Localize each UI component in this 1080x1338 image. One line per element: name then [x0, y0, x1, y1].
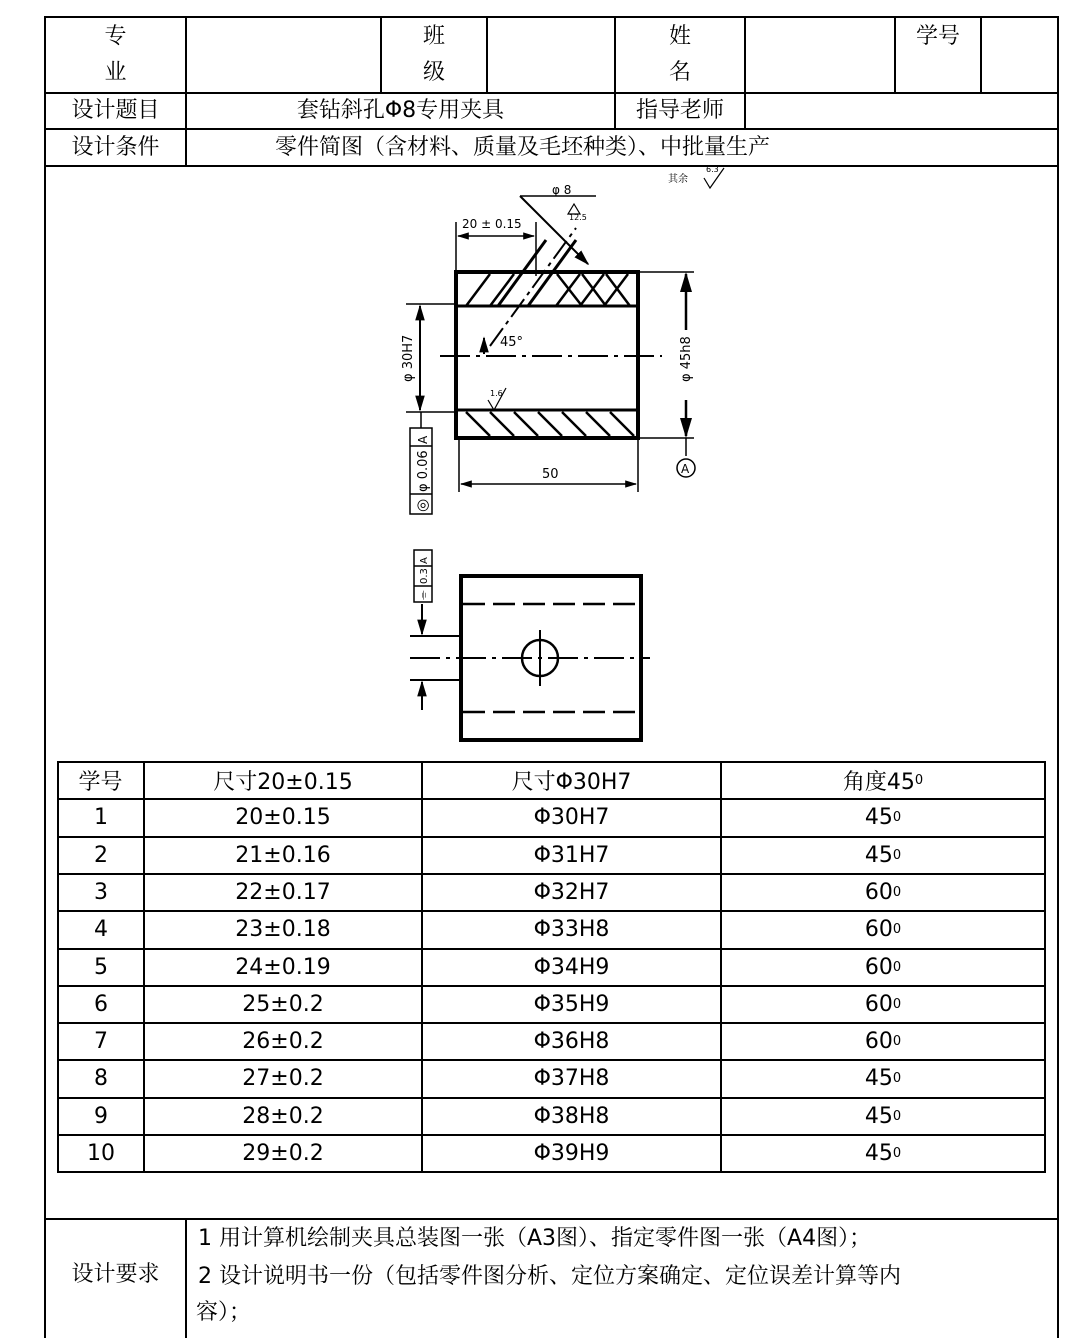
hole-dia-label: φ 8 — [552, 183, 572, 197]
coaxiality-datum: A — [416, 435, 430, 444]
param-cell-dim: 22±0.17 — [235, 879, 331, 905]
param-cell-dim: 27±0.2 — [242, 1065, 324, 1091]
param-cell-dia: Φ35H9 — [533, 991, 610, 1017]
param-cell-id: 6 — [94, 991, 108, 1017]
others-note: 其余 — [668, 174, 688, 185]
param-cell-dia: Φ37H8 — [533, 1065, 610, 1091]
angle-label: 45° — [500, 335, 524, 350]
class-label-top: 班 — [422, 24, 445, 49]
symmetry-value: 0.3 — [419, 568, 430, 584]
dim-20-label: 20 ± 0.15 — [462, 217, 522, 231]
param-cell-dim: 28±0.2 — [242, 1103, 324, 1129]
param-cell-angle: 45 0 — [864, 1140, 902, 1166]
param-header-id: 学号 — [78, 769, 123, 795]
class-label-bottom: 级 — [422, 60, 445, 85]
symmetry-symbol: ⌯ — [416, 590, 430, 600]
requirement-line-2: 2 设计说明书一份（包括零件图分析、定位方案确定、定位误差计算等内 — [198, 1264, 901, 1289]
param-cell-angle: 45 0 — [864, 804, 902, 830]
requirements-label: 设计要求 — [71, 1262, 160, 1287]
param-cell-angle: 60 0 — [864, 1028, 902, 1054]
major-label-top: 专 — [104, 24, 127, 49]
coaxiality-symbol: ◎ — [413, 498, 431, 512]
conditions-value: 零件简图（含材料、质量及毛坯种类）、中批量生产 — [275, 134, 771, 160]
front-view — [406, 168, 724, 514]
param-cell-id: 4 — [94, 916, 108, 942]
param-cell-angle: 60 0 — [864, 991, 902, 1017]
param-cell-angle: 60 0 — [864, 916, 902, 942]
param-cell-angle: 45 0 — [864, 1065, 902, 1091]
param-header-dim: 尺寸20±0.15 — [213, 769, 353, 795]
param-cell-dim: 21±0.16 — [235, 842, 331, 868]
requirement-line-3: 容）； — [196, 1300, 252, 1325]
param-cell-angle: 45 0 — [864, 1103, 902, 1129]
symmetry-datum: A — [419, 557, 430, 564]
param-cell-dia: Φ38H8 — [533, 1103, 610, 1129]
param-cell-dia: Φ33H8 — [533, 916, 610, 942]
conditions-label: 设计条件 — [71, 134, 160, 160]
topic-value: 套钻斜孔Φ8专用夹具 — [296, 98, 505, 123]
major-label-bottom: 业 — [104, 60, 127, 85]
param-cell-id: 9 — [94, 1103, 108, 1129]
param-cell-id: 10 — [87, 1140, 115, 1166]
datum-label: A — [681, 462, 690, 476]
length-label: 50 — [542, 467, 559, 482]
param-cell-dia: Φ30H7 — [533, 804, 610, 830]
bore-label: φ 30H7 — [401, 334, 416, 382]
topic-label: 设计题目 — [71, 98, 160, 123]
param-header-angle: 角度45 0 — [842, 769, 924, 795]
param-cell-dim: 25±0.2 — [242, 991, 324, 1017]
param-cell-dia: Φ39H9 — [533, 1140, 610, 1166]
requirement-line-1: 1 用计算机绘制夹具总装图一张（A3图）、指定零件图一张（A4图）； — [198, 1226, 872, 1251]
param-header-dia: 尺寸Φ30H7 — [511, 769, 632, 795]
param-cell-dim: 26±0.2 — [242, 1028, 324, 1054]
param-cell-dia: Φ36H8 — [533, 1028, 610, 1054]
coaxiality-value: φ 0.06 — [416, 450, 431, 492]
param-cell-id: 2 — [94, 842, 108, 868]
param-cell-dia: Φ31H7 — [533, 842, 610, 868]
param-cell-id: 5 — [94, 954, 108, 980]
side-view — [410, 550, 650, 740]
param-cell-angle: 45 0 — [864, 842, 902, 868]
student-id-label: 学号 — [915, 24, 960, 49]
advisor-label: 指导老师 — [635, 98, 724, 123]
param-cell-dim: 20±0.15 — [235, 804, 331, 830]
param-cell-dia: Φ32H7 — [533, 879, 610, 905]
param-cell-id: 1 — [94, 804, 108, 830]
param-cell-dim: 29±0.2 — [242, 1140, 324, 1166]
roughness-bore: 1.6 — [490, 389, 503, 398]
param-cell-id: 3 — [94, 879, 108, 905]
param-cell-dim: 24±0.19 — [235, 954, 331, 980]
param-cell-dim: 23±0.18 — [235, 916, 331, 942]
roughness-hole: 12.5 — [569, 213, 587, 222]
param-cell-dia: Φ34H9 — [533, 954, 610, 980]
others-roughness: 6.3 — [706, 165, 719, 174]
outer-label: φ 45h8 — [679, 336, 694, 382]
param-cell-id: 7 — [94, 1028, 108, 1054]
name-label-top: 姓 — [668, 24, 691, 49]
name-label-bottom: 名 — [668, 60, 691, 85]
param-cell-angle: 60 0 — [864, 879, 902, 905]
param-cell-angle: 60 0 — [864, 954, 902, 980]
param-cell-id: 8 — [94, 1065, 108, 1091]
